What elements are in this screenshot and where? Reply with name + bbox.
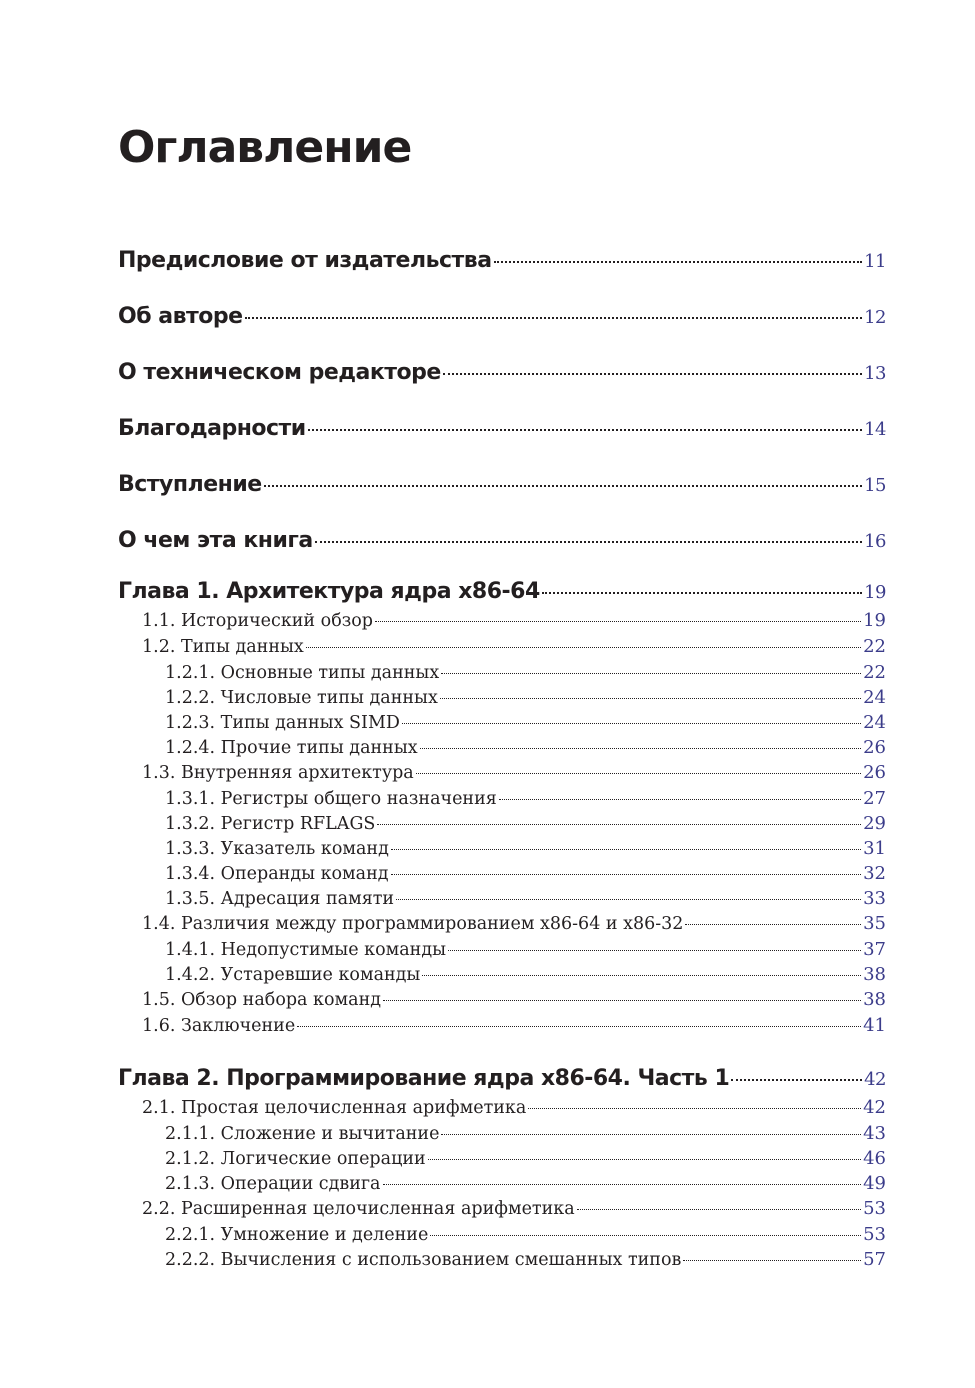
page-number: 19	[864, 582, 886, 603]
dot-leader	[383, 1184, 862, 1185]
dot-leader	[391, 849, 861, 850]
toc-entry-1-2-3[interactable]	[118, 710, 886, 735]
toc-entry-1-3[interactable]	[118, 760, 886, 786]
toc-entry-1-4-2[interactable]	[118, 962, 886, 987]
page-number: 33	[863, 888, 886, 909]
dot-leader	[245, 317, 863, 319]
page-number: 42	[864, 1069, 886, 1090]
dot-leader	[308, 429, 862, 431]
table-of-contents	[118, 240, 886, 1272]
page-number: 31	[863, 838, 886, 859]
page-number: 35	[863, 913, 886, 934]
page-number: 42	[863, 1097, 886, 1118]
dot-leader	[391, 874, 862, 875]
toc-entry-1-2-4[interactable]	[118, 735, 886, 760]
toc-entry-2-1[interactable]	[118, 1095, 886, 1121]
dot-leader	[542, 592, 862, 594]
toc-entry-1-3-5[interactable]	[118, 886, 886, 911]
page-number: 29	[863, 813, 886, 834]
dot-leader	[683, 1260, 861, 1261]
dot-leader	[577, 1209, 861, 1210]
page-number: 53	[863, 1198, 886, 1219]
entry-label: Благодарности	[118, 416, 306, 441]
dot-leader	[402, 723, 861, 724]
page-number: 19	[863, 610, 886, 631]
page-number: 38	[863, 964, 886, 985]
entry-label: Предисловие от издательства	[118, 248, 492, 273]
page-number: 13	[864, 363, 886, 384]
entry-label: 1.3.3. Указатель команд	[165, 839, 389, 859]
chapter-label: Глава 1. Архитектура ядра x86-64	[118, 579, 540, 604]
toc-entry-1-2-2[interactable]	[118, 685, 886, 710]
dot-leader	[375, 621, 861, 622]
toc-entry-2-1-2[interactable]	[118, 1146, 886, 1171]
page-number: 26	[863, 762, 886, 783]
dot-leader	[306, 647, 861, 648]
dot-leader	[264, 485, 862, 487]
chapter-label: Глава 2. Программирование ядра x86-64. Часть 1	[118, 1066, 730, 1091]
entry-label: 1.2.4. Прочие типы данных	[165, 738, 418, 758]
entry-label: Об авторе	[118, 304, 243, 329]
toc-entry-1-5[interactable]	[118, 987, 886, 1013]
entry-label: 2.1.3. Операции сдвига	[165, 1174, 381, 1194]
page-number: 27	[863, 788, 886, 809]
entry-label: 2.2.1. Умножение и деление	[165, 1225, 429, 1245]
entry-label: 1.4.1. Недопустимые команды	[165, 940, 447, 960]
entry-label: 1.2.2. Числовые типы данных	[165, 688, 438, 708]
entry-label: 1.3.5. Адресация памяти	[165, 889, 395, 909]
entry-label: 1.4. Различия между программированием x86-64 и x86-32	[142, 914, 684, 934]
page-number: 12	[864, 307, 886, 328]
page-number: 22	[863, 662, 886, 683]
dot-leader	[396, 899, 861, 900]
toc-entry-foreword[interactable]	[118, 240, 886, 296]
toc-chapter-2[interactable]	[118, 1063, 886, 1095]
entry-label: 1.6. Заключение	[142, 1016, 296, 1036]
page-title: Оглавление	[118, 122, 412, 173]
entry-label: 1.3.1. Регистры общего назначения	[165, 789, 497, 809]
entry-label: О техническом редакторе	[118, 360, 441, 385]
dot-leader	[440, 698, 861, 699]
toc-entry-1-3-3[interactable]	[118, 836, 886, 861]
page-number: 11	[864, 251, 886, 272]
page-number: 15	[864, 475, 886, 496]
entry-label: Вступление	[118, 472, 262, 497]
dot-leader	[428, 1159, 861, 1160]
toc-entry-2-1-1[interactable]	[118, 1121, 886, 1146]
dot-leader	[430, 1235, 861, 1236]
toc-entry-1-4-1[interactable]	[118, 937, 886, 962]
toc-entry-acknowledgements[interactable]	[118, 408, 886, 464]
entry-label: 1.2.1. Основные типы данных	[165, 663, 440, 683]
dot-leader	[377, 824, 861, 825]
entry-label: 1.3.2. Регистр RFLAGS	[165, 814, 376, 834]
entry-label: 1.4.2. Устаревшие команды	[165, 965, 421, 985]
page-number: 38	[863, 989, 886, 1010]
toc-entry-1-2-1[interactable]	[118, 660, 886, 685]
entry-label: 1.5. Обзор набора команд	[142, 990, 382, 1010]
dot-leader	[731, 1079, 862, 1081]
toc-entry-introduction[interactable]	[118, 464, 886, 520]
entry-label: 2.1.2. Логические операции	[165, 1149, 426, 1169]
entry-label: 1.3. Внутренняя архитектура	[142, 763, 414, 783]
dot-leader	[685, 924, 861, 925]
dot-leader	[443, 373, 862, 375]
page-number: 43	[863, 1123, 886, 1144]
page-number: 41	[863, 1015, 886, 1036]
page-number: 57	[863, 1249, 886, 1270]
entry-label: 1.2. Типы данных	[142, 637, 304, 657]
toc-entry-about-book[interactable]	[118, 520, 886, 576]
toc-entry-1-4[interactable]	[118, 911, 886, 937]
page-number: 22	[863, 636, 886, 657]
page-number: 16	[864, 531, 886, 552]
toc-entry-1-2[interactable]	[118, 634, 886, 660]
page-number: 46	[863, 1148, 886, 1169]
dot-leader	[528, 1108, 861, 1109]
page-number: 37	[863, 939, 886, 960]
toc-entry-tech-editor[interactable]	[118, 352, 886, 408]
page-number: 24	[863, 712, 886, 733]
entry-label: 1.1. Исторический обзор	[142, 611, 374, 631]
dot-leader	[441, 1134, 861, 1135]
page-number: 24	[863, 687, 886, 708]
toc-entry-1-3-1[interactable]	[118, 786, 886, 811]
page-number: 26	[863, 737, 886, 758]
toc-chapter-1[interactable]	[118, 576, 886, 608]
toc-entry-1-6[interactable]	[118, 1013, 886, 1039]
entry-label: 1.3.4. Операнды команд	[165, 864, 389, 884]
dot-leader	[422, 975, 861, 976]
toc-entry-2-2[interactable]	[118, 1196, 886, 1222]
entry-label: 2.2.2. Вычисления с использованием смешанных типов	[165, 1250, 682, 1270]
toc-entry-1-1[interactable]	[118, 608, 886, 634]
dot-leader	[420, 748, 861, 749]
page-number: 53	[863, 1224, 886, 1245]
toc-entry-2-1-3[interactable]	[118, 1171, 886, 1196]
dot-leader	[494, 261, 863, 263]
dot-leader	[416, 773, 861, 774]
toc-entry-2-2-2[interactable]	[118, 1247, 886, 1272]
dot-leader	[383, 1000, 861, 1001]
dot-leader	[499, 799, 861, 800]
dot-leader	[448, 950, 861, 951]
entry-label: 2.1. Простая целочисленная арифметика	[142, 1098, 527, 1118]
dot-leader	[315, 541, 862, 543]
dot-leader	[297, 1026, 861, 1027]
entry-label: О чем эта книга	[118, 528, 313, 553]
page-number: 49	[863, 1173, 886, 1194]
entry-label: 2.2. Расширенная целочисленная арифметика	[142, 1199, 575, 1219]
entry-label: 1.2.3. Типы данных SIMD	[165, 713, 400, 733]
toc-entry-about-author[interactable]	[118, 296, 886, 352]
page-number: 14	[864, 419, 886, 440]
toc-entry-2-2-1[interactable]	[118, 1222, 886, 1247]
dot-leader	[441, 673, 861, 674]
entry-label: 2.1.1. Сложение и вычитание	[165, 1124, 440, 1144]
toc-entry-1-3-4[interactable]	[118, 861, 886, 886]
page-number: 32	[863, 863, 886, 884]
toc-entry-1-3-2[interactable]	[118, 811, 886, 836]
